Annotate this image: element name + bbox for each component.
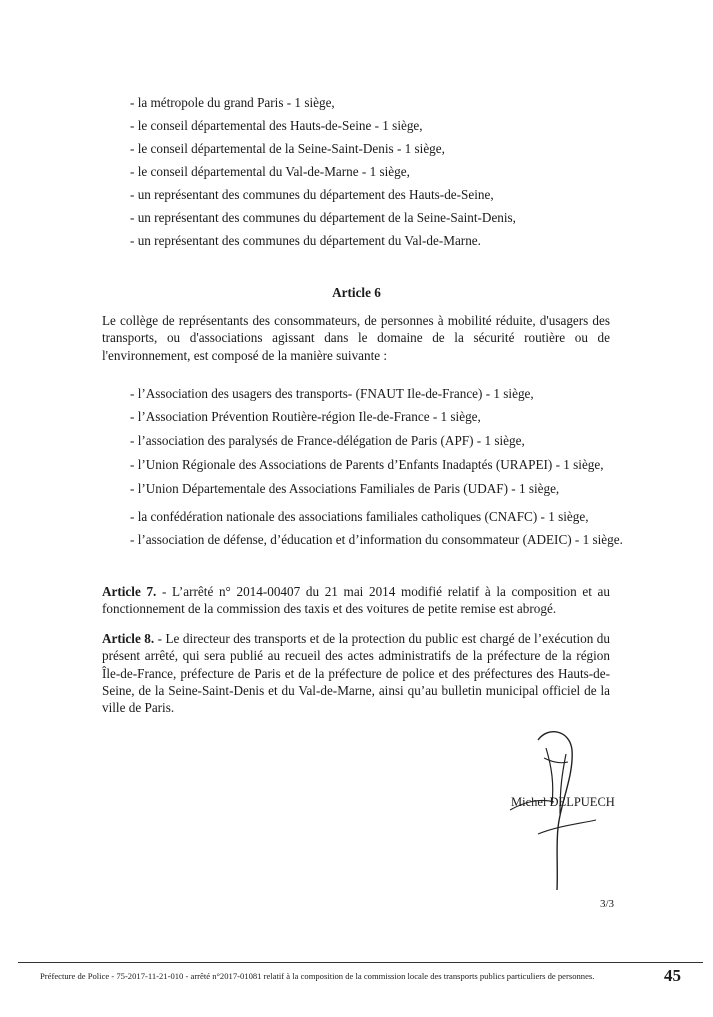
article-8-label: Article 8.	[102, 631, 155, 646]
list-item: - le conseil départemental du Val-de-Marne - 1 siège,	[130, 164, 410, 179]
list-item: - un représentant des communes du département de la Seine-Saint-Denis,	[130, 210, 516, 225]
article-6-title: Article 6	[332, 285, 381, 300]
signatory-name: Michel DELPUECH	[511, 795, 615, 809]
list-item: - la confédération nationale des associations familiales catholiques (CNAFC) - 1 siège,	[130, 509, 589, 524]
article-7	[102, 583, 610, 618]
footer-divider	[18, 962, 703, 963]
list-item: - un représentant des communes du département des Hauts-de-Seine,	[130, 187, 494, 202]
article-8-text: - Le directeur des transports et de la protection du public est chargé de l’exécution du présent arrêté, qui sera publié au recueil des actes administratifs de la préfecture de la région Île-de-France, préfecture de Paris et de la préfecture de police et des préfectures des Hauts-de-Seine, de la Seine-Saint-Denis et du Val-de-Marne, ainsi qu’au bulletin municipal officiel de la ville de Paris.	[102, 631, 610, 716]
article-6-intro: Le collège de représentants des consommateurs, de personnes à mobilité réduite, d'usagers des transports, ou d'associations agissant dans le domaine de la sécurité routière ou de l'environnement, est composé de la manière suivante :	[102, 313, 610, 363]
list-item: - l’Union Régionale des Associations de Parents d’Enfants Inadaptés (URAPEI) - 1 siège,	[130, 457, 604, 472]
list-item: - la métropole du grand Paris - 1 siège,	[130, 95, 335, 110]
footer-page-number: 45	[664, 966, 681, 985]
list-item: - l’association des paralysés de France-délégation de Paris (APF) - 1 siège,	[130, 433, 525, 448]
article-7-label: Article 7.	[102, 584, 157, 599]
list-item: - le conseil départemental de la Seine-Saint-Denis - 1 siège,	[130, 141, 445, 156]
page-number: 3/3	[600, 898, 615, 910]
list-item: - l’Association Prévention Routière-région Ile-de-France - 1 siège,	[130, 409, 481, 424]
footer-text: Préfecture de Police - 75-2017-11-21-010 - arrêté n°2017-01081 relatif à la composition de la commission locale des transports publics particuliers de personnes.	[40, 971, 595, 981]
article-8	[102, 630, 610, 716]
list-item: - le conseil départemental des Hauts-de-Seine - 1 siège,	[130, 118, 423, 133]
list-item: - l’association de défense, d’éducation et d’information du consommateur (ADEIC) - 1 siège.	[130, 532, 623, 547]
list-item: - un représentant des communes du département du Val-de-Marne.	[130, 233, 481, 248]
article-7-text: - L’arrêté n° 2014-00407 du 21 mai 2014 modifié relatif à la composition et au fonctionnement de la commission des taxis et des voitures de petite remise est abrogé.	[102, 584, 610, 617]
list-item: - l’Union Départementale des Associations Familiales de Paris (UDAF) - 1 siège,	[130, 481, 560, 496]
list-item: - l’Association des usagers des transports- (FNAUT Ile-de-France) - 1 siège,	[130, 386, 534, 401]
